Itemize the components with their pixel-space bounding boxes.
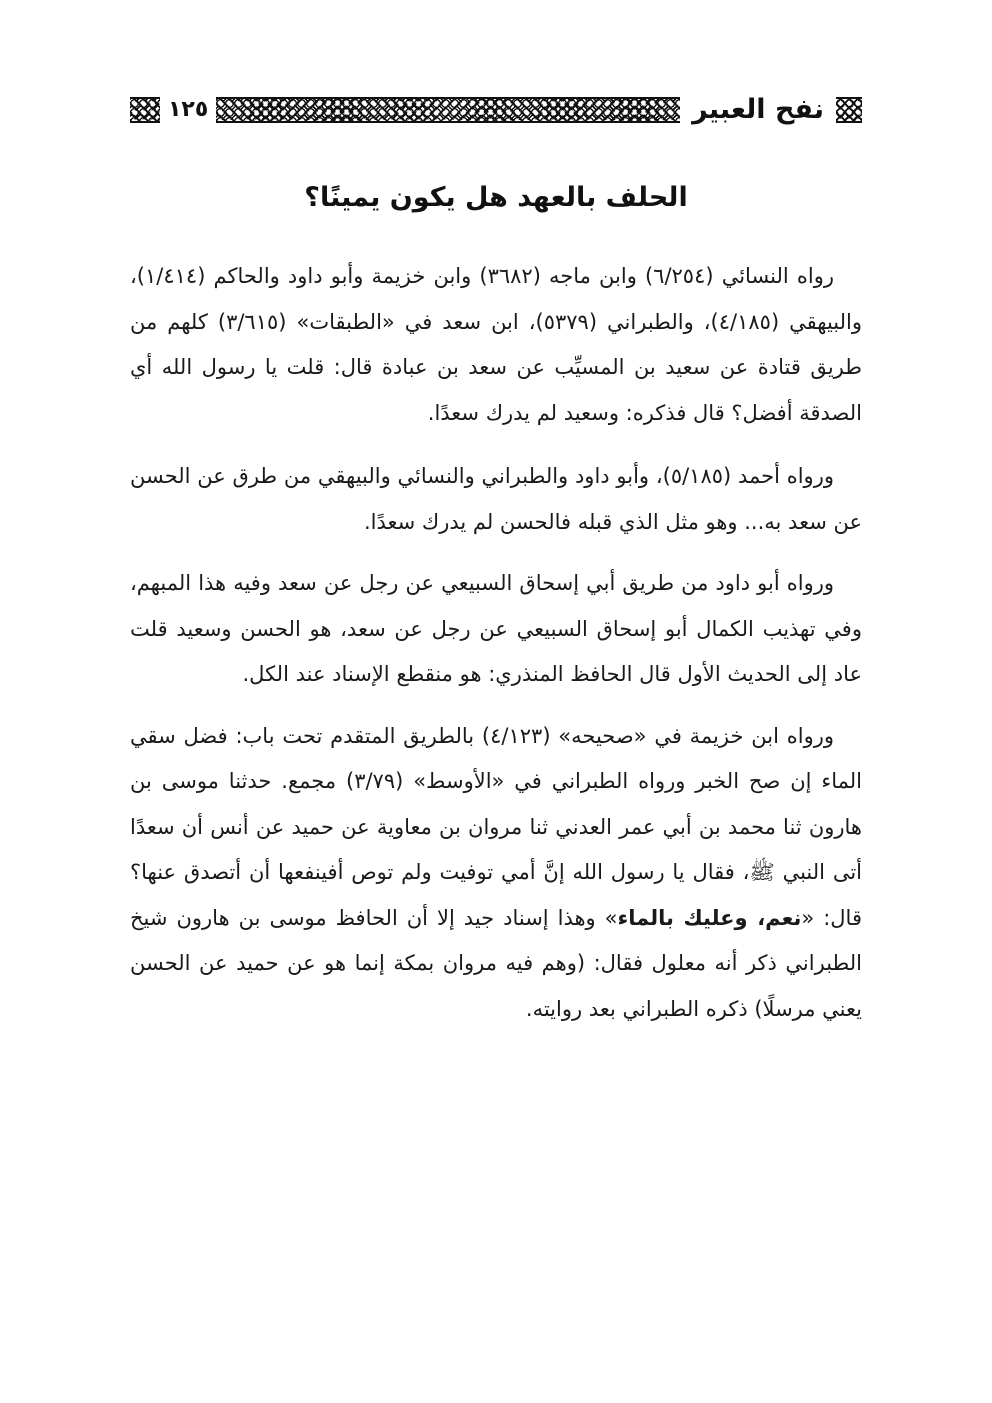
paragraph-4-start: ورواه ابن خزيمة في «صحيحه» (٤/١٢٣) بالطريق المتقدم تحت باب: فضل سقي الماء إن صح الخبر ورواه الطبراني في «الأوسط» (٣/٧٩) مجمع. حدثنا موسى بن هارون ثنا محمد بن أبي عمر العدني ثنا مروان بن معاوية عن حميد عن أنس أن سعدًا أتى النبي ﷺ، فقال يا رسول الله إنَّ أمي توفيت ولم توص أفينفعها أن أتصدق عنها؟ قال: « [130,723,862,930]
paragraph-4-end: » وهذا إسناد جيد إلا أن الحافظ موسى بن هارون شيخ الطبراني ذكر أنه معلول فقال: (وهم فيه مروان بمكة إنما هو عن حميد عن الحسن يعني مرسلًا) ذكره الطبراني بعد روايته. [130,905,862,1021]
paragraph-4 [130,714,862,1033]
book-title: نفح العبير [692,94,824,125]
ornament-left [130,97,160,123]
ornament-right [836,97,862,123]
paragraph-3: ورواه أبو داود من طريق أبي إسحاق السبيعي عن رجل عن سعد وفيه هذا المبهم، وفي تهذيب الكمال أبو إسحاق السبيعي عن رجل عن سعد، هو الحسن وسعيد قلت عاد إلى الحديث الأول قال الحافظ المنذري: هو منقطع الإسناد عند الكل. [130,571,862,686]
paragraph-1: رواه النسائي (٦/٢٥٤) وابن ماجه (٣٦٨٢) وابن خزيمة وأبو داود والحاكم (١/٤١٤)، والبيهقي (٤/١٨٥)، والطبراني (٥٣٧٩)، ابن سعد في «الطبقات» (٣/٦١٥) كلهم من طريق قتادة عن سعيد بن المسيِّب عن سعد بن عبادة قال: قلت يا رسول الله أي الصدقة أفضل؟ قال فذكره: وسعيد لم يدرك سعدًا. [130,264,862,425]
running-header [130,90,862,130]
ornament-band [216,97,680,123]
body-text [130,254,862,1048]
page-number: ١٢٥ [168,97,209,122]
paragraph-2: ورواه أحمد (٥/١٨٥)، وأبو داود والطبراني والنسائي والبيهقي من طرق عن الحسن عن سعد به... وهو مثل الذي قبله فالحسن لم يدرك سعدًا. [130,464,862,534]
hadith-quote-bold: نعم، وعليك بالماء [617,905,802,930]
section-heading: الحلف بالعهد هل يكون يمينًا؟ [304,182,688,213]
